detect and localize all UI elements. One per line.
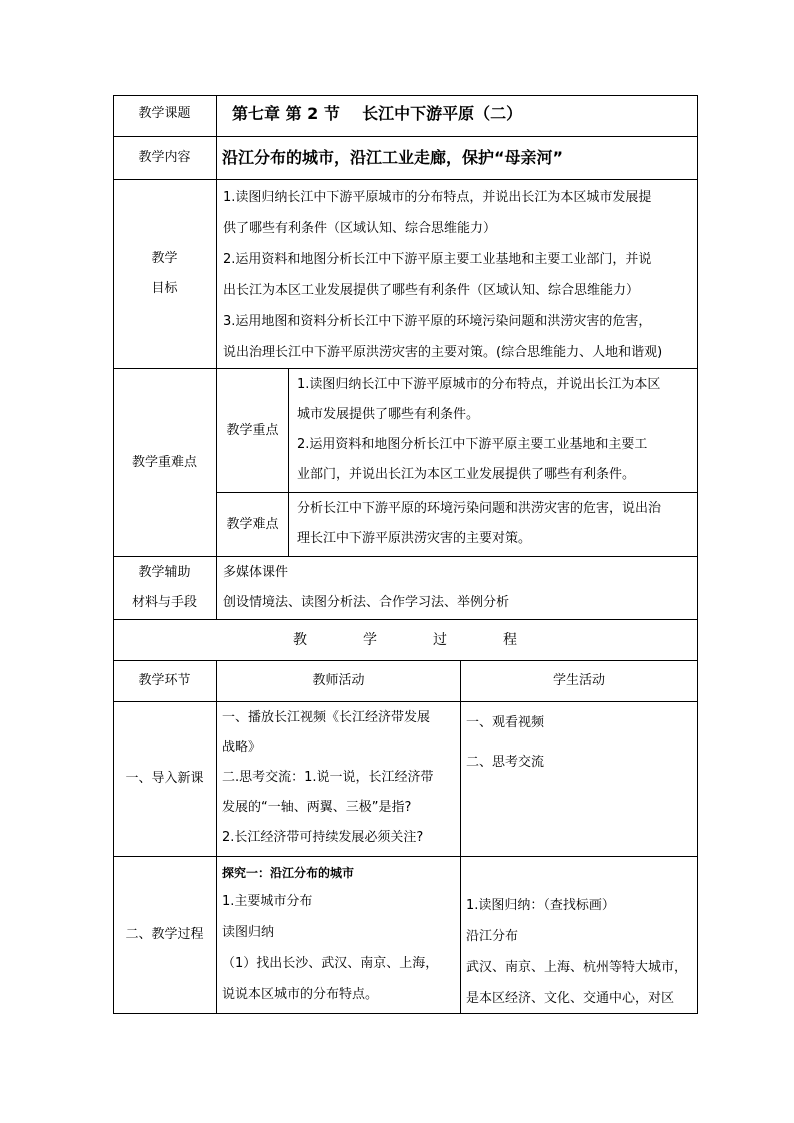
goals-label [113, 180, 216, 368]
goals-label-line2: 目标 [151, 281, 178, 296]
aids-line: 多媒体课件 [223, 565, 289, 580]
process-teacher [222, 860, 458, 1012]
table-rule [113, 136, 698, 137]
difficult-point-line: 理长江中下游平原洪涝灾害的主要对策。 [297, 531, 532, 546]
topic-value: 第七章 第 2 节 长江中下游平原（二） [232, 104, 523, 123]
key-points-text [297, 370, 697, 492]
table-rule [113, 368, 698, 369]
goal-line: 说出治理长江中下游平原洪涝灾害的主要对策。(综合思维能力、人地和谐观) [223, 345, 663, 360]
process-title [113, 620, 697, 660]
goal-line: 2.运用资料和地图分析长江中下游平原主要工业基地和主要工业部门，并说 [223, 252, 652, 267]
intro-teacher-line: 战略》 [222, 740, 262, 755]
table-border-right [697, 95, 698, 1014]
key-points-label [217, 369, 288, 492]
process-teacher-line: 说说本区城市的分布特点。 [222, 987, 379, 1002]
table-border-bottom [113, 1013, 698, 1014]
goals-text [223, 182, 693, 366]
key-points-label-text: 教学重点 [226, 422, 279, 438]
goals-label-line1: 教学 [151, 251, 178, 266]
process-stage [113, 857, 216, 1013]
intro-stage-text: 一、导入新课 [125, 771, 204, 786]
key-point-line: 1.读图归纳长江中下游平原城市的分布特点，并说出长江为本区 [297, 377, 661, 392]
content-label-text: 教学内容 [138, 150, 191, 165]
table-border-top [113, 95, 698, 96]
process-teacher-line: 读图归纳 [222, 925, 275, 940]
key-point-line: 城市发展提供了哪些有利条件。 [297, 407, 480, 422]
process-student-line: 是本区经济、文化、交通中心，对区 [466, 991, 675, 1006]
process-student-line: 沿江分布 [466, 929, 519, 944]
intro-student [466, 703, 696, 855]
table-rule [113, 556, 698, 557]
aids-label-line1: 教学辅助 [138, 565, 191, 580]
aids-label-line2: 材料与手段 [131, 595, 197, 610]
table-rule [113, 179, 698, 180]
goal-line: 出长江为本区工业发展提供了哪些有利条件（区域认知、综合思维能力） [223, 283, 640, 298]
table-col-rule [216, 95, 217, 620]
process-title-char: 学 [363, 632, 377, 648]
key-point-line: 2.运用资料和地图分析长江中下游平原主要工业基地和主要工 [297, 437, 648, 452]
table-rule [113, 856, 698, 857]
intro-teacher-line: 2.长江经济带可持续发展必须关注? [222, 830, 424, 845]
goal-line: 供了哪些有利条件（区域认知、综合思维能力） [223, 221, 497, 236]
intro-student-line: 二、思考交流 [466, 755, 545, 770]
intro-teacher [222, 703, 458, 855]
table-border-left [113, 95, 114, 1014]
table-rule [113, 660, 698, 661]
topic-label-text: 教学课题 [138, 106, 191, 121]
process-student-line: 武汉、南京、上海、杭州等特大城市， [466, 960, 688, 975]
content-label [113, 137, 216, 179]
table-rule [113, 701, 698, 702]
table-rule [113, 619, 698, 620]
process-student-line: 1.读图归纳：（查找标画） [466, 898, 615, 913]
difficult-points-text [297, 494, 697, 554]
content-value: 沿江分布的城市，沿江工业走廊，保护“母亲河” [222, 148, 564, 167]
aids-line: 创设情境法、读图分析法、合作学习法、举例分析 [223, 595, 510, 610]
key-difficult-label-text: 教学重难点 [131, 454, 197, 470]
header-stage [113, 661, 216, 701]
goal-line: 1.读图归纳长江中下游平原城市的分布特点，并说出长江为本区城市发展提 [223, 190, 652, 205]
difficult-point-line: 分析长江中下游平原的环境污染问题和洪涝灾害的危害，说出治 [297, 501, 662, 516]
key-point-line: 业部门，并说出长江为本区工业发展提供了哪些有利条件。 [297, 467, 636, 482]
difficult-points-label [217, 493, 288, 556]
header-student [461, 661, 697, 701]
process-stage-text: 二、教学过程 [125, 927, 204, 942]
header-stage-text: 教学环节 [138, 673, 191, 688]
process-title-char: 过 [433, 632, 447, 648]
aids-text [223, 558, 693, 618]
topic-label [113, 96, 216, 132]
goal-line: 3.运用地图和资料分析长江中下游平原的环境污染问题和洪涝灾害的危害， [223, 314, 652, 329]
intro-teacher-line: 一、播放长江视频《长江经济带发展 [222, 710, 431, 725]
aids-label [113, 557, 216, 619]
intro-stage [113, 702, 216, 856]
process-teacher-line: 1.主要城市分布 [222, 894, 313, 909]
key-difficult-label [113, 369, 216, 556]
process-student [466, 890, 696, 1012]
table-col-rule [460, 660, 461, 1014]
process-title-char: 程 [503, 632, 517, 648]
header-teacher [217, 661, 460, 701]
intro-teacher-line: 二.思考交流：1.说一说，长江经济带 [222, 770, 434, 785]
intro-teacher-line: 发展的“一轴、两翼、三极”是指? [222, 800, 412, 815]
header-teacher-text: 教师活动 [312, 673, 365, 688]
process-teacher-heading: 探究一：沿江分布的城市 [222, 866, 355, 880]
intro-student-line: 一、观看视频 [466, 715, 545, 730]
process-teacher-line: （1）找出长沙、武汉、南京、上海， [222, 956, 439, 971]
table-col-rule [216, 660, 217, 1014]
header-student-text: 学生活动 [552, 673, 605, 688]
table-col-rule [288, 368, 289, 557]
process-title-char: 教 [293, 632, 307, 648]
difficult-points-label-text: 教学难点 [226, 516, 279, 532]
